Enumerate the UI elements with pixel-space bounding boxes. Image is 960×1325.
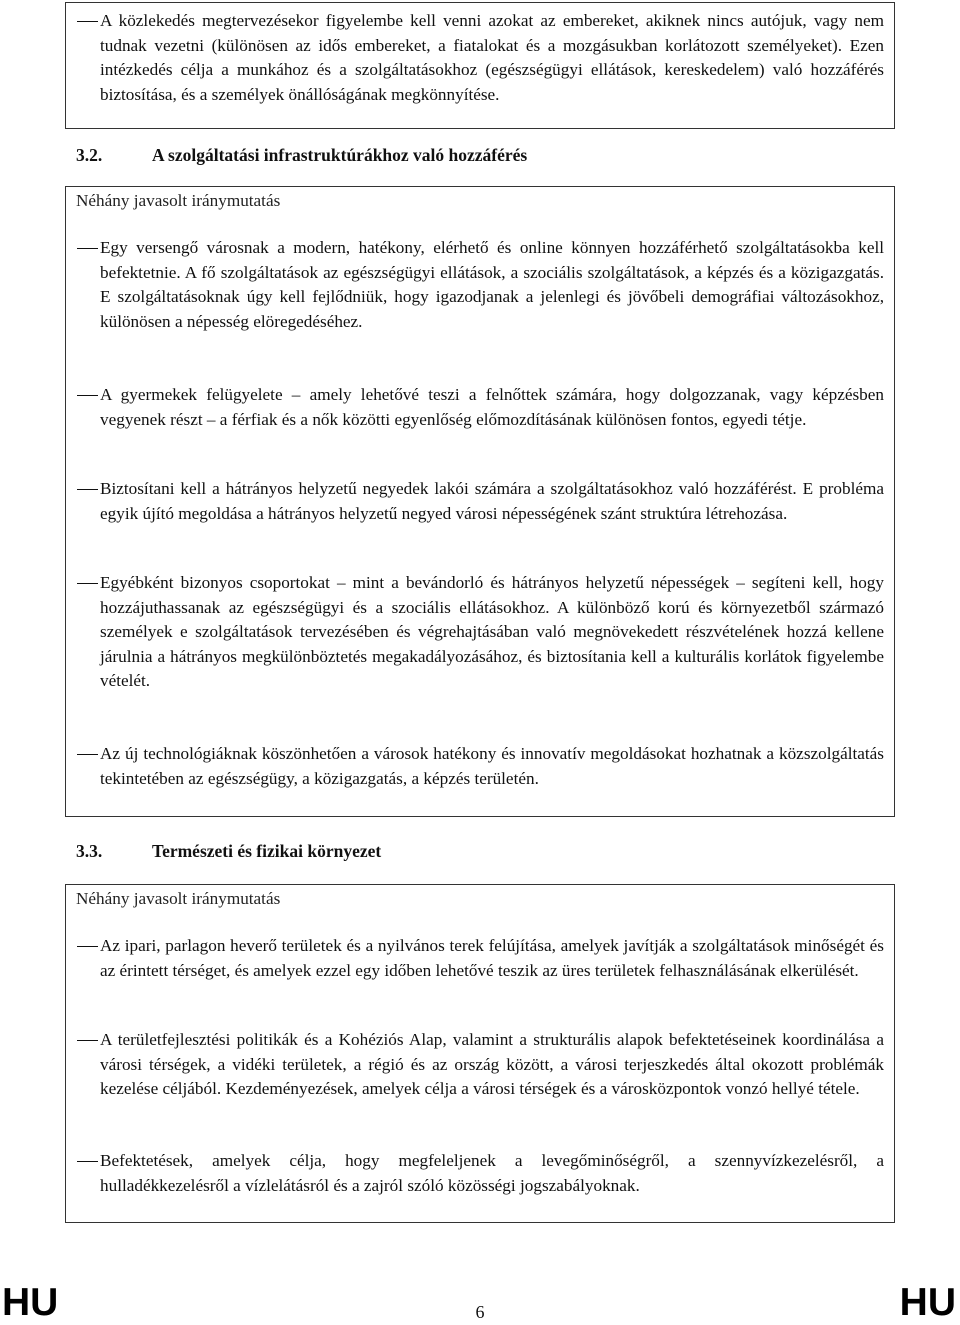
dash-bullet-icon [77, 248, 98, 249]
dash-bullet-icon [77, 583, 98, 584]
item-text: Egy versengő városnak a modern, hatékony, elérhető és online könnyen hozzáférhető szolgáltatásokba kell befektetnie. A fő szolgáltatások az egészségügyi ellátások, a szociális szolgáltatások, a képzés és a közigazgatás. E szolgáltatásoknak úgy kell fejlődniük, hogy igazodjanak a jelenlegi és jövőbeli demográfiai változásokhoz, különösen a népesség elöregedéséhez. [100, 238, 884, 331]
footer-language-code-left: HU [2, 1281, 59, 1324]
dash-bullet-icon [77, 395, 98, 396]
guideline-box-transport [65, 2, 895, 129]
item-text: A területfejlesztési politikák és a Kohéziós Alap, valamint a strukturális alapok befektetéseinek koordinálása a városi térségek, a vidéki területek, a régió és az ország között, a városi terjeszkedés által okozott problémák kezelése céljából. Kezdeményezések, amelyek célja a városi térségek és a városközpontok vonzó hellyé tétele. [100, 1030, 884, 1098]
section-number: 3.2. [76, 145, 103, 165]
dash-bullet-icon [77, 1040, 98, 1041]
dash-bullet-icon [77, 489, 98, 490]
dash-bullet-icon [77, 754, 98, 755]
guideline-box-environment [65, 884, 895, 1223]
item-text: Befektetések, amelyek célja, hogy megfeleljenek a levegőminőségről, a szennyvízkezelésről, a hulladékkezelésről a vízlelátásról és a zajról szóló közösségi jogszabályoknak. [100, 1151, 884, 1195]
dash-bullet-icon [77, 21, 98, 22]
box-subheading: Néhány javasolt iránymutatás [76, 889, 281, 908]
item-text: A közlekedés megtervezésekor figyelembe kell venni azokat az embereket, akiknek nincs autójuk, vagy nem tudnak vezetni (különösen az idős embereket, a fiatalokat és a mozgásukban korlátozott személyeket). Ezen intézkedés célja a munkához és a szolgáltatásokhoz (egészségügyi ellátások, kereskedelem) való hozzáférés biztosítása, és a személyek önállóságának megkönnyítése. [100, 11, 884, 104]
item-text: Egyébként bizonyos csoportokat ‒ mint a bevándorló és hátrányos helyzetű népességek ‒ segíteni kell, hogy hozzájuthassanak az egészségügyi és a szociális ellátásokhoz. A különböző korú és környezetből származó személyek e szolgáltatások tervezésében és végrehajtásában való megnövekedett részvételének hozzá kellene járulnia a hátrányos megkülönböztetés megakadályozásához, és biztosítania kell a kulturális korlátok figyelembe vételét. [100, 573, 884, 690]
guideline-box-services [65, 186, 895, 817]
item-text: Biztosítani kell a hátrányos helyzetű negyedek lakói számára a szolgáltatásokhoz való hozzáférést. E probléma egyik újító megoldása a hátrányos helyzetű negyed városi népességének szánt struktúra létrehozása. [100, 479, 884, 523]
section-number: 3.3. [76, 841, 103, 861]
page-number: 6 [475, 1302, 485, 1322]
box-subheading: Néhány javasolt iránymutatás [76, 191, 281, 210]
footer-language-code-right: HU [899, 1281, 956, 1324]
section-title: A szolgáltatási infrastruktúrákhoz való hozzáférés [152, 145, 528, 165]
item-text: Az új technológiáknak köszönhetően a városok hatékony és innovatív megoldásokat hozhatnak a közszolgáltatás tekintetében az egészségügy, a közigazgatás, a képzés területén. [100, 744, 884, 788]
dash-bullet-icon [77, 1161, 98, 1162]
dash-bullet-icon [77, 946, 98, 947]
item-text: A gyermekek felügyelete ‒ amely lehetővé teszi a felnőttek számára, hogy dolgozzanak, vagy képzésben vegyenek részt ‒ a férfiak és a nők közötti egyenlőség előmozdításának különösen fontos, egyedi tétje. [100, 385, 884, 429]
section-title: Természeti és fizikai környezet [152, 841, 382, 861]
item-text: Az ipari, parlagon heverő területek és a nyilvános terek felújítása, amelyek javítják a szolgáltatások minőségét és az érintett térséget, és amelyek ezzel egy időben lehetővé teszik az üres területek felhasználásának elkerülését. [100, 936, 884, 980]
